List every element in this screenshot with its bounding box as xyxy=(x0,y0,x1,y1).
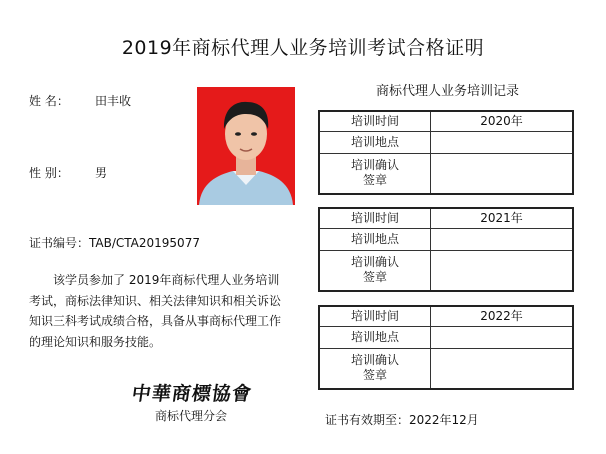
training-record-table-2 xyxy=(318,207,574,292)
training-confirm-label xyxy=(319,153,431,194)
training-time-label: 培训时间 xyxy=(319,208,431,228)
certificate-number xyxy=(29,234,200,251)
association-signature: 中華商標協會 xyxy=(130,383,254,405)
document-title: 2019年商标代理人业务培训考试合格证明 xyxy=(121,37,485,59)
training-confirm-value xyxy=(431,250,574,291)
portrait-illustration xyxy=(197,87,295,205)
training-time-label: 培训时间 xyxy=(319,306,431,326)
training-year: 2020年 xyxy=(431,111,574,131)
certificate-number-value: TAB/CTA20195077 xyxy=(89,236,200,250)
training-record-table-3 xyxy=(318,305,574,390)
issuer-name: 商标代理分会 xyxy=(155,409,228,423)
training-time-label: 培训时间 xyxy=(319,111,431,131)
training-place-label: 培训地点 xyxy=(319,131,431,153)
qualification-statement: 该学员参加了 2019年商标代理人业务培训考试，商标法律知识、相关法律知识和相关诉讼知识三科考试成绩合格，具备从事商标代理工作的理论知识和服务技能。 xyxy=(29,273,282,349)
training-record-table-1 xyxy=(318,110,574,195)
name-label: 姓 名： xyxy=(29,94,69,108)
training-year: 2022年 xyxy=(431,306,574,326)
gender-label: 性 别： xyxy=(29,166,69,180)
training-confirm-text: 培训确认签章 xyxy=(350,158,399,188)
training-confirm-value xyxy=(431,348,574,389)
training-place-label: 培训地点 xyxy=(319,326,431,348)
name-value: 田丰收 xyxy=(95,94,132,108)
training-records-title: 商标代理人业务培训记录 xyxy=(375,84,519,99)
training-confirm-value xyxy=(431,153,574,194)
training-confirm-text: 培训确认签章 xyxy=(350,353,399,383)
portrait-photo xyxy=(197,87,295,205)
training-place-label: 培训地点 xyxy=(319,228,431,250)
certificate-number-label: 证书编号： xyxy=(29,236,90,250)
training-year: 2021年 xyxy=(431,208,574,228)
training-confirm-label xyxy=(319,348,431,389)
training-place-value xyxy=(431,228,574,250)
training-place-value xyxy=(431,326,574,348)
training-confirm-text: 培训确认签章 xyxy=(350,255,399,285)
training-place-value xyxy=(431,131,574,153)
training-confirm-label xyxy=(319,250,431,291)
validity-date: 证书有效期至：2022年12月 xyxy=(325,413,479,427)
gender-value: 男 xyxy=(95,166,108,180)
